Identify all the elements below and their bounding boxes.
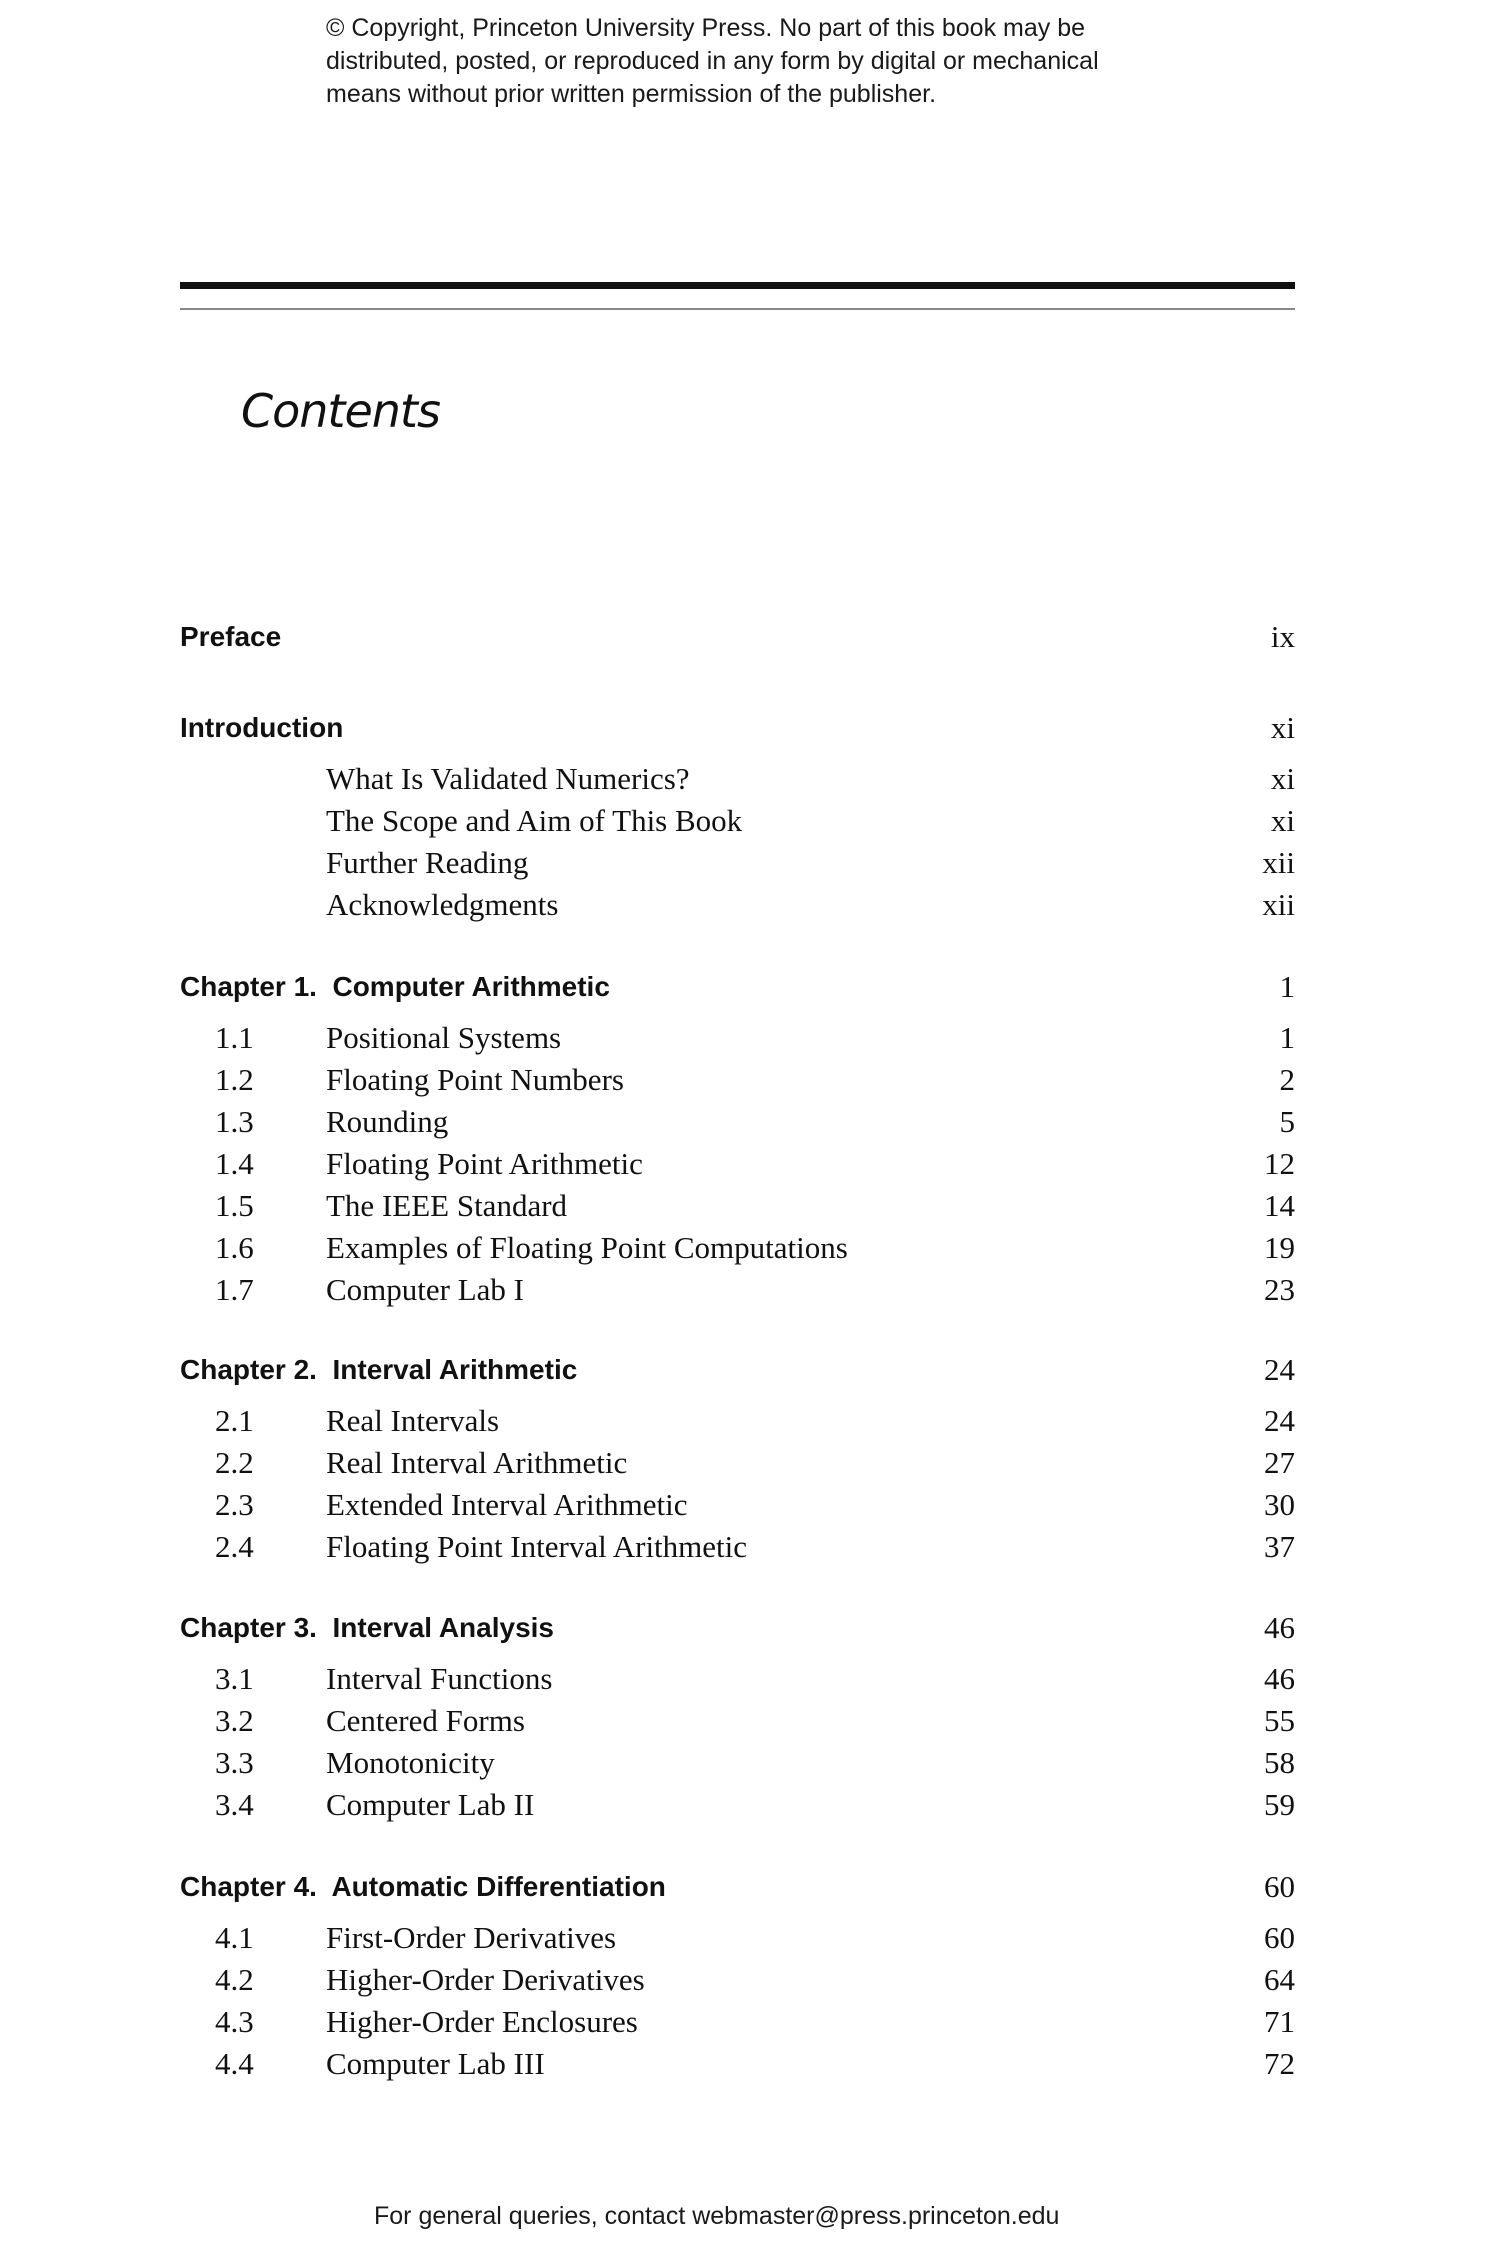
toc-heading[interactable]: [180, 707, 1295, 749]
toc-page-number: 58: [1264, 1745, 1295, 1780]
toc-section: [180, 707, 1295, 926]
toc-entry-number: 3.4: [215, 1787, 254, 1822]
toc-entry[interactable]: [180, 1101, 1295, 1143]
toc-section: [180, 966, 1295, 1311]
toc-page-number: 59: [1264, 1787, 1295, 1822]
toc-page-number: 55: [1264, 1703, 1295, 1738]
toc-entry[interactable]: [180, 800, 1295, 842]
toc-entry[interactable]: [180, 758, 1295, 800]
toc-entry-title: Higher-Order Derivatives: [326, 1962, 645, 1997]
toc-entry-title: What Is Validated Numerics?: [326, 761, 690, 796]
toc-page-number: xi: [1270, 803, 1295, 838]
toc-entry-number: 4.4: [215, 2046, 254, 2081]
toc-entry-number: 2.1: [215, 1403, 254, 1438]
toc-entry-title: Computer Lab II: [326, 1787, 535, 1822]
toc-entry-number: 1.1: [215, 1020, 254, 1055]
toc-page-number: 23: [1264, 1272, 1295, 1307]
toc-entry[interactable]: [180, 1059, 1295, 1101]
toc-heading-label: Preface: [180, 621, 282, 652]
toc-entry-number: 1.5: [215, 1188, 254, 1223]
toc-entry[interactable]: [180, 1742, 1295, 1784]
toc-page-number: 19: [1264, 1230, 1295, 1265]
toc-entry-title: Computer Lab III: [326, 2046, 545, 2081]
toc-page-number: 46: [1264, 1661, 1295, 1696]
toc-heading[interactable]: [180, 966, 1295, 1008]
copyright-notice: [326, 12, 1226, 111]
toc-heading-label: Chapter 1. Computer Arithmetic: [180, 971, 610, 1002]
toc-entry[interactable]: [180, 1017, 1295, 1059]
toc-entry[interactable]: [180, 842, 1295, 884]
thick-rule: [180, 282, 1295, 289]
toc-entry-title: The IEEE Standard: [326, 1188, 568, 1223]
toc-page-number: 46: [1264, 1610, 1295, 1645]
toc-entry-title: The Scope and Aim of This Book: [326, 803, 743, 838]
toc-page-number: ix: [1270, 619, 1295, 654]
toc-heading[interactable]: [180, 616, 1295, 658]
toc-entry-number: 1.2: [215, 1062, 254, 1097]
toc-entry-title: Extended Interval Arithmetic: [326, 1487, 688, 1522]
toc-entry-number: 4.2: [215, 1962, 254, 1997]
toc-entry[interactable]: [180, 1784, 1295, 1826]
toc-entry-number: 4.1: [215, 1920, 254, 1955]
toc-entry-title: Monotonicity: [326, 1745, 495, 1780]
toc-entry-title: Real Intervals: [326, 1403, 500, 1438]
toc-entry[interactable]: [180, 1227, 1295, 1269]
toc-heading-label: Introduction: [180, 712, 344, 743]
toc-page-number: 12: [1264, 1146, 1295, 1181]
toc-entry-title: Centered Forms: [326, 1703, 525, 1738]
toc-entry[interactable]: [180, 884, 1295, 926]
toc-entry-title: Floating Point Interval Arithmetic: [326, 1529, 748, 1564]
toc-entry[interactable]: [180, 1959, 1295, 2001]
toc-entry[interactable]: [180, 1700, 1295, 1742]
toc-entry[interactable]: [180, 1185, 1295, 1227]
toc-heading-label: Chapter 3. Interval Analysis: [180, 1612, 554, 1643]
toc-entry-title: Positional Systems: [326, 1020, 562, 1055]
page-title: Contents: [241, 384, 440, 438]
toc-entry[interactable]: [180, 1526, 1295, 1568]
toc-page-number: 1: [1279, 1020, 1295, 1055]
toc-page-number: 37: [1264, 1529, 1295, 1564]
toc-page-number: xi: [1270, 710, 1295, 745]
toc-page-number: 14: [1264, 1188, 1295, 1223]
toc-page-number: 72: [1264, 2046, 1295, 2081]
toc-entry[interactable]: [180, 2043, 1295, 2085]
toc-entry-number: 2.2: [215, 1445, 254, 1480]
toc-entry-title: Floating Point Arithmetic: [326, 1146, 643, 1181]
toc-entry-number: 1.4: [215, 1146, 254, 1181]
toc-entry-title: Rounding: [326, 1104, 449, 1139]
toc-entry[interactable]: [180, 1269, 1295, 1311]
toc-entry[interactable]: [180, 1442, 1295, 1484]
toc-section: [180, 616, 1295, 658]
footer-contact: For general queries, contact webmaster@press.princeton.edu: [374, 2202, 1060, 2230]
copyright-line: means without prior written permission of the publisher.: [326, 80, 937, 108]
toc-entry-title: Further Reading: [326, 845, 529, 880]
toc-entry-title: Real Interval Arithmetic: [326, 1445, 628, 1480]
toc-entry[interactable]: [180, 1143, 1295, 1185]
toc-page-number: 30: [1264, 1487, 1295, 1522]
toc-page-number: 60: [1264, 1920, 1295, 1955]
toc-entry-title: First-Order Derivatives: [326, 1920, 617, 1955]
toc-heading-label: Chapter 2. Interval Arithmetic: [180, 1354, 578, 1385]
toc-page-number: xii: [1262, 887, 1295, 922]
toc-entry-number: 3.1: [215, 1661, 254, 1696]
toc-page-number: xi: [1270, 761, 1295, 796]
copyright-line: © Copyright, Princeton University Press. No part of this book may be: [326, 14, 1086, 42]
toc-page-number: 27: [1264, 1445, 1295, 1480]
toc-page-number: 2: [1279, 1062, 1295, 1097]
toc-entry-number: 4.3: [215, 2004, 254, 2039]
toc-heading[interactable]: [180, 1349, 1295, 1391]
copyright-line: distributed, posted, or reproduced in any form by digital or mechanical: [326, 47, 1099, 75]
toc-page-number: 64: [1264, 1962, 1295, 1997]
toc-page-number: xii: [1262, 845, 1295, 880]
toc-heading-label: Chapter 4. Automatic Differentiation: [180, 1871, 666, 1902]
thin-rule: [180, 308, 1295, 310]
toc-entry-number: 1.7: [215, 1272, 254, 1307]
toc-entry-title: Higher-Order Enclosures: [326, 2004, 638, 2039]
toc-page-number: 24: [1264, 1352, 1295, 1387]
toc-entry-title: Floating Point Numbers: [326, 1062, 624, 1097]
toc-entry[interactable]: [180, 2001, 1295, 2043]
toc-section: [180, 1607, 1295, 1826]
toc-entry-title: Computer Lab I: [326, 1272, 525, 1307]
toc-page-number: 24: [1264, 1403, 1295, 1438]
toc-heading[interactable]: [180, 1866, 1295, 1908]
toc-entry-number: 1.6: [215, 1230, 254, 1265]
toc-section: [180, 1349, 1295, 1568]
toc-entry[interactable]: [180, 1658, 1295, 1700]
toc-page-number: 5: [1279, 1104, 1295, 1139]
toc-entry[interactable]: [180, 1917, 1295, 1959]
toc-page-number: 71: [1264, 2004, 1295, 2039]
toc-heading[interactable]: [180, 1607, 1295, 1649]
toc-page-number: 1: [1279, 969, 1295, 1004]
toc-entry-title: Acknowledgments: [326, 887, 559, 922]
toc-entry[interactable]: [180, 1484, 1295, 1526]
toc-page-number: 60: [1264, 1869, 1295, 1904]
toc-entry-number: 3.2: [215, 1703, 254, 1738]
toc-section: [180, 1866, 1295, 2085]
toc-entry[interactable]: [180, 1400, 1295, 1442]
toc-entry-title: Examples of Floating Point Computations: [326, 1230, 848, 1265]
toc-entry-title: Interval Functions: [326, 1661, 553, 1696]
toc-entry-number: 2.3: [215, 1487, 254, 1522]
toc-entry-number: 1.3: [215, 1104, 254, 1139]
toc-entry-number: 3.3: [215, 1745, 254, 1780]
toc-entry-number: 2.4: [215, 1529, 254, 1564]
